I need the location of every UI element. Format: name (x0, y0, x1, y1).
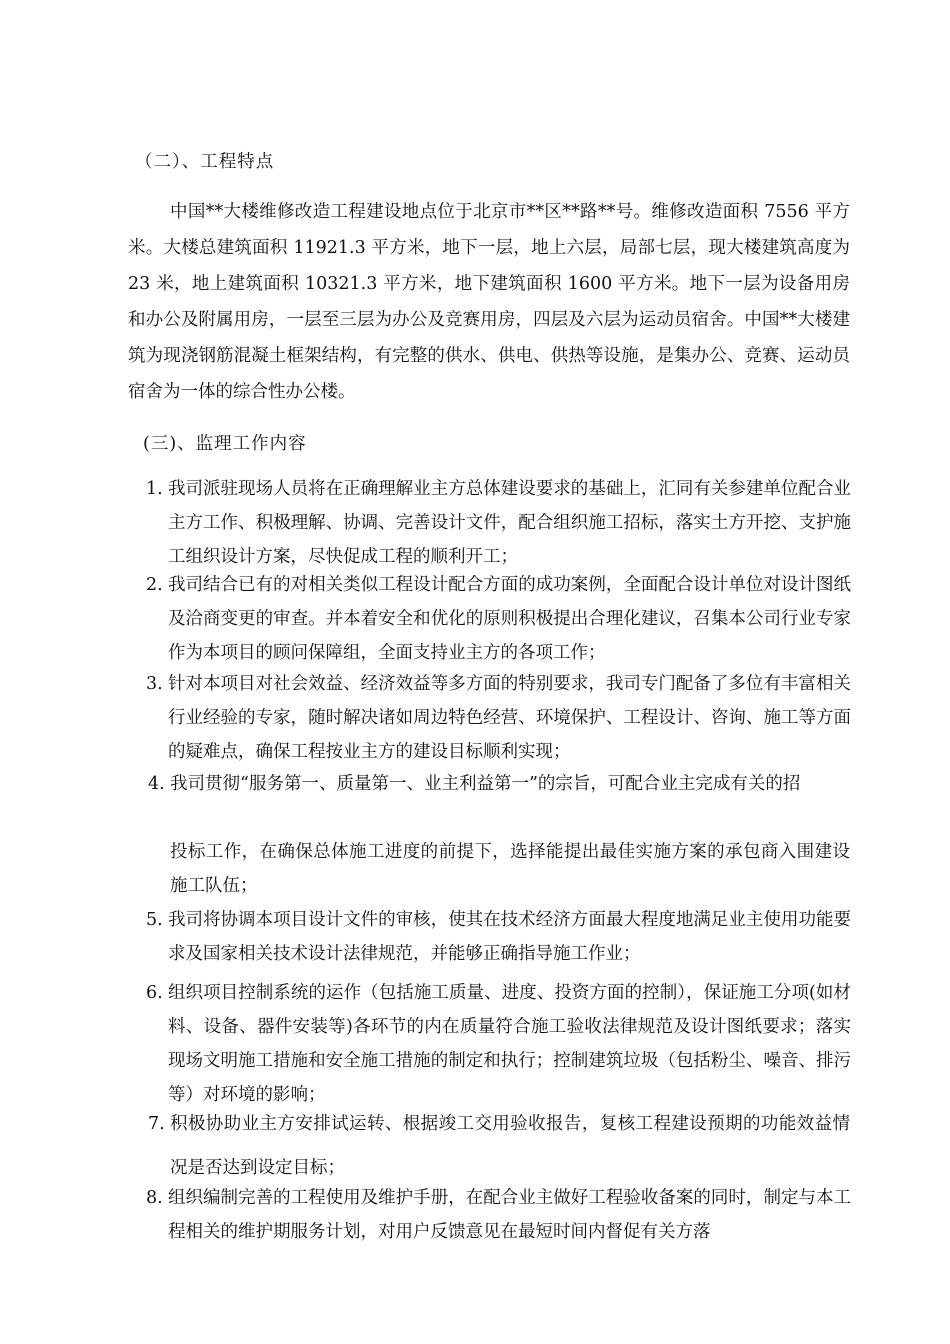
list-item-number: 7. (148, 1114, 165, 1134)
list-item-5 (146, 903, 851, 971)
project-features-paragraph: 中国**大楼维修改造工程建设地点位于北京市**区**路**号。维修改造面积 7556 平方米。大楼总建筑面积 11921.3 平方米，地下一层，地上六层，局部七层，现大楼建筑高度为 23 米，地上建筑面积 10321.3 平方米，地下建筑面积 1600 平方米。地下一层为设备用房和办公及附属用房，一层至三层为办公及竞赛用房，四层及六层为运动员宿舍。中国**大楼建筑为现浇钢筋混凝土框架结构，有完整的供水、供电、供热等设施，是集办公、竞赛、运动员宿舍为一体的综合性办公楼。 (128, 202, 850, 402)
section-heading-project-features: （二）、工程特点 (135, 152, 275, 172)
list-item-text: 我司将协调本项目设计文件的审核，使其在技术经济方面最大程度地满足业主使用功能要求及国家相关技术设计法律规范，并能够正确指导施工作业； (168, 910, 851, 964)
list-item-1 (146, 472, 851, 574)
list-item-number: 3. (146, 674, 163, 694)
list-item-text: 组织项目控制系统的运作（包括施工质量、进度、投资方面的控制），保证施工分项(如材料、设备、器件安装等)各环节的内在质量符合施工验收法律规范及设计图纸要求；落实现场文明施工措施和安全施工措施的制定和执行；控制建筑垃圾（包括粉尘、噪音、排污等）对环境的影响； (168, 983, 851, 1105)
list-item-number: 8. (146, 1188, 163, 1208)
list-item-number: 6. (146, 983, 163, 1003)
list-item-number: 4. (148, 774, 165, 794)
list-item-text: 我司贯彻“服务第一、质量第一、业主利益第一”的宗旨，可配合业主完成有关的招 (170, 774, 801, 794)
list-item-7 (148, 1102, 850, 1190)
section-heading-supervision-content: (三)、监理工作内容 (143, 434, 307, 454)
list-item-text: 组织编制完善的工程使用及维护手册，在配合业主做好工程验收备案的同时，制定与本工程相关的维护期服务计划，对用户反馈意见在最短时间内督促有关方落 (168, 1188, 851, 1242)
list-item-text: 积极协助业主方安排试运转、根据竣工交用验收报告，复核工程建设预期的功能效益情况是否达到设定目标； (170, 1114, 850, 1178)
list-item-2 (146, 568, 851, 670)
list-item-text: 我司结合已有的对相关类似工程设计配合方面的成功案例，全面配合设计单位对设计图纸及洽商变更的审查。并本着安全和优化的原则积极提出合理化建议，召集本公司行业专家作为本项目的顾问保障组，全面支持业主方的各项工作； (168, 575, 851, 663)
list-item-text: 针对本项目对社会效益、经济效益等多方面的特别要求，我司专门配备了多位有丰富相关行业经验的专家，随时解决诸如周边特色经营、环境保护、工程设计、咨询、施工等方面的疑难点，确保工程按业主方的建设目标顺利实现； (168, 674, 851, 762)
list-item-6 (146, 976, 851, 1112)
list-item-number: 5. (146, 910, 163, 930)
list-item-number: 1. (146, 479, 163, 499)
list-item-3 (146, 667, 851, 769)
list-item-text: 我司派驻现场人员将在正确理解业主方总体建设要求的基础上，汇同有关参建单位配合业主方工作、积极理解、协调、完善设计文件，配合组织施工招标，落实土方开挖、支护施工组织设计方案，尽快促成工程的顺利开工； (168, 479, 851, 567)
list-item-4-continuation: 投标工作，在确保总体施工进度的前提下，选择能提出最佳实施方案的承包商入围建设施工队伍； (170, 842, 850, 896)
list-item-number: 2. (146, 575, 163, 595)
list-item-8 (146, 1181, 851, 1249)
list-item-4 (148, 767, 850, 801)
